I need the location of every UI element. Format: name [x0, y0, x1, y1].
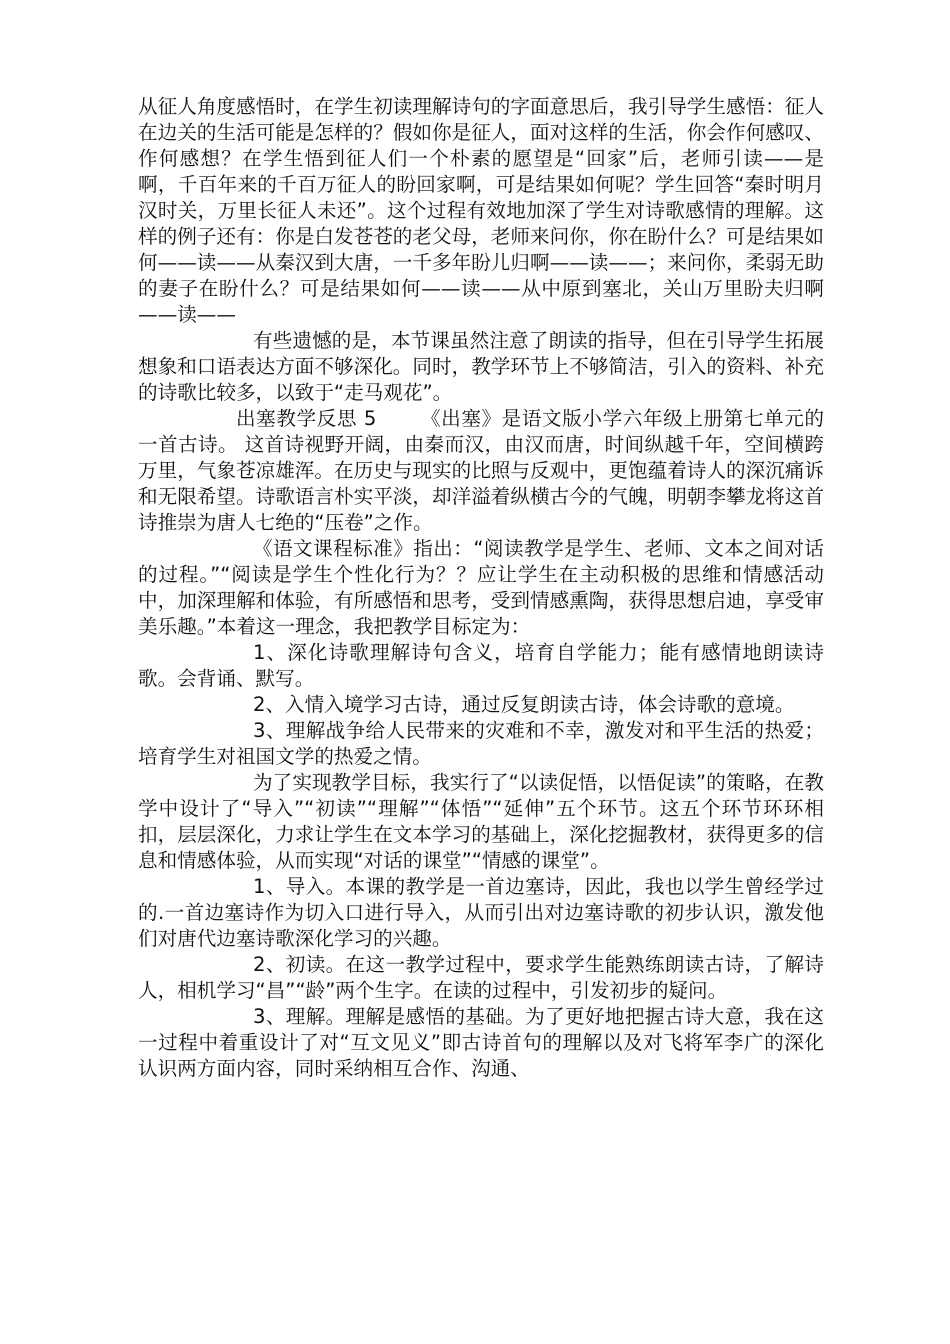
paragraph-3-text: 《出塞》是语文版小学六年级上册第七单元的一首古诗。 这首诗视野开阔，由秦而汉，由汉而唐，时间纵越千年，空间横跨万里，气象苍凉雄浑。在历史与现实的比照与反观中，更饱蕴着诗人的深沉痛诉和无限希望。诗歌语言朴实平淡，却洋溢着纵横古今的气魄，明朝李攀龙将这首诗推崇为唐人七绝的“压卷”之作。	[138, 407, 824, 534]
paragraph-7: 3、理解战争给人民带来的灾难和不幸，激发对和平生活的热爱；培育学生对祖国文学的热爱之情。	[138, 719, 824, 768]
paragraph-2: 有些遗憾的是，本节课虽然注意了朗读的指导，但在引导学生拓展想象和口语表达方面不够深化。同时，教学环节上不够简洁，引入的资料、补充的诗歌比较多，以致于“走马观花”。	[138, 329, 824, 404]
paragraph-1: 从征人角度感悟时，在学生初读理解诗句的字面意思后，我引导学生感悟：征人在边关的生活可能是怎样的？假如你是征人，面对这样的生活，你会作何感叹、作何感想？在学生悟到征人们一个朴素的愿望是“回家”后，老师引读——是啊，千百年来的千百万征人的盼回家啊，可是结果如何呢？学生回答“秦时明月汉时关，万里长征人未还”。这个过程有效地加深了学生对诗歌感情的理解。这样的例子还有：你是白发苍苍的老父母，老师来问你，你在盼什么？可是结果如何——读——从秦汉到大唐，一千多年盼儿归啊——读——；来问你，柔弱无助的妻子在盼什么？可是结果如何——读——从中原到塞北，关山万里盼夫归啊——读——	[138, 95, 824, 326]
paragraph-6: 2、入情入境学习古诗，通过反复朗读古诗，体会诗歌的意境。	[253, 693, 795, 716]
paragraph-5: 1、深化诗歌理解诗句含义，培育自学能力；能有感情地朗读诗歌。会背诵、默写。	[138, 641, 824, 690]
paragraph-4: 《语文课程标准》指出：“阅读教学是学生、老师、文本之间对话的过程。”“阅读是学生个性化行为？？应让学生在主动积极的思维和情感活动中，加深理解和体验，有所感悟和思考，受到情感熏陶，获得思想启迪，享受审美乐趣。”本着这一理念，我把教学目标定为：	[138, 537, 824, 638]
paragraph-11: 3、理解。理解是感悟的基础。为了更好地把握古诗大意，我在这一过程中着重设计了对“互文见义”即古诗首句的理解以及对飞将军李广的深化认识两方面内容，同时采纳相互合作、沟通、	[138, 1005, 824, 1080]
paragraph-8: 为了实现教学目标，我实行了“以读促悟，以悟促读”的策略，在教学中设计了“导入”“初读”“理解”“体悟”“延伸”五个环节。这五个环节环环相扣，层层深化，力求让学生在文本学习的基础上，深化挖掘教材，获得更多的信息和情感体验，从而实现“对话的课堂”“情感的课堂”。	[138, 771, 824, 872]
document-page	[138, 94, 824, 1082]
section-heading: 出塞教学反思 5	[236, 407, 377, 430]
paragraph-9: 1、导入。本课的教学是一首边塞诗，因此，我也以学生曾经学过的.一首边塞诗作为切入口进行导入，从而引出对边塞诗歌的初步认识，激发他们对唐代边塞诗歌深化学习的兴趣。	[138, 875, 824, 950]
paragraph-3	[138, 406, 824, 536]
paragraph-10: 2、初读。在这一教学过程中，要求学生能熟练朗读古诗，了解诗人，相机学习“昌”“龄”两个生字。在读的过程中，引发初步的疑问。	[138, 953, 824, 1002]
